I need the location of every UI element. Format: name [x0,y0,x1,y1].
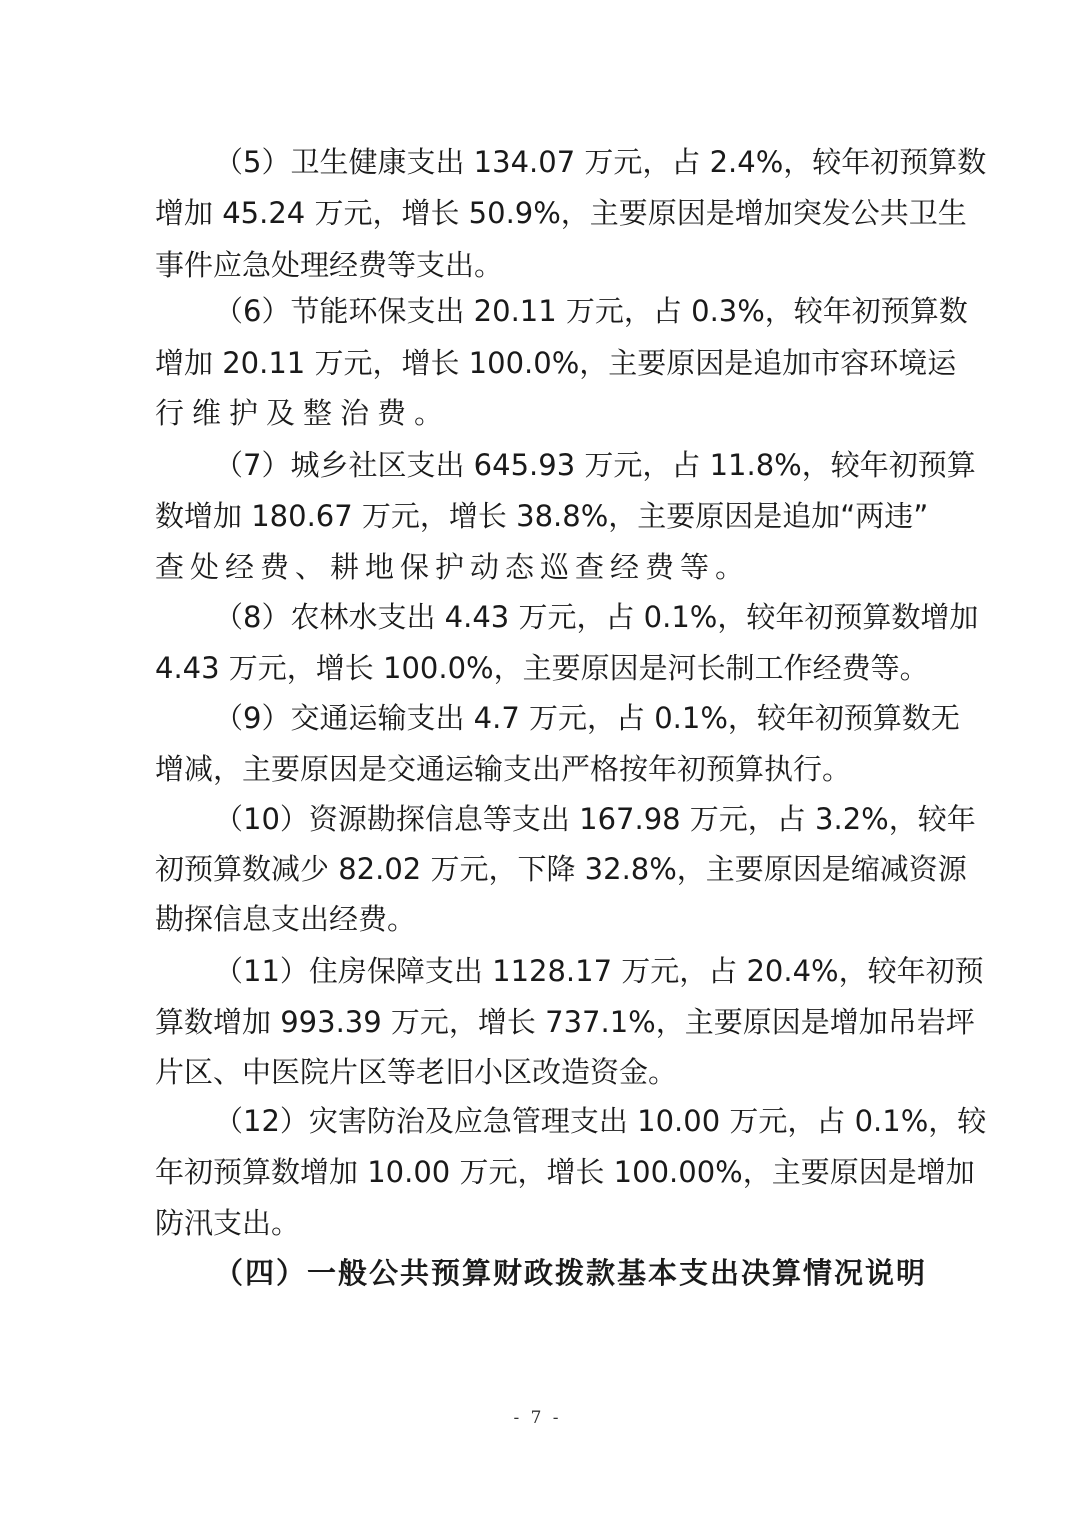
paragraph-12-line-2: 年初预算数增加 10.00 万元，增长 100.00%，主要原因是增加 [155,1155,975,1189]
paragraph-7-line-1: （7）城乡社区支出 645.93 万元，占 11.8%，较年初预算 [214,448,976,482]
paragraph-7-line-2: 数增加 180.67 万元，增长 38.8%，主要原因是追加“两违” [155,499,929,533]
paragraph-12-line-1: （12）灾害防治及应急管理支出 10.00 万元，占 0.1%，较 [214,1104,987,1138]
paragraph-11-line-3: 片区、中医院片区等老旧小区改造资金。 [155,1055,678,1089]
paragraph-11-line-2: 算数增加 993.39 万元，增长 737.1%，主要原因是增加吊岩坪 [155,1005,975,1039]
paragraph-7-line-3: 查处经费、耕地保护动态巡查经费等。 [155,550,751,584]
paragraph-5-line-1: （5）卫生健康支出 134.07 万元，占 2.4%，较年初预算数 [214,145,987,179]
paragraph-10-line-3: 勘探信息支出经费。 [155,902,417,936]
paragraph-12-line-3: 防汛支出。 [155,1206,301,1240]
paragraph-6-line-2: 增加 20.11 万元，增长 100.0%，主要原因是追加市容环境运 [155,346,957,380]
paragraph-5-line-2: 增加 45.24 万元，增长 50.9%，主要原因是增加突发公共卫生 [155,196,967,230]
paragraph-8-line-2: 4.43 万元，增长 100.0%，主要原因是河长制工作经费等。 [155,651,929,685]
page-number: - 7 - [513,1408,562,1428]
paragraph-6-line-3: 行维护及整治费。 [155,396,452,430]
section-heading: （四）一般公共预算财政拨款基本支出决算情况说明 [214,1256,928,1290]
paragraph-6-line-1: （6）节能环保支出 20.11 万元，占 0.3%，较年初预算数 [214,294,968,328]
paragraph-9-line-2: 增减，主要原因是交通运输支出严格按年初预算执行。 [155,752,852,786]
paragraph-11-line-1: （11）住房保障支出 1128.17 万元，占 20.4%，较年初预 [214,954,984,988]
paragraph-5-line-3: 事件应急处理经费等支出。 [155,248,504,282]
paragraph-10-line-2: 初预算数减少 82.02 万元，下降 32.8%，主要原因是缩减资源 [155,852,967,886]
paragraph-8-line-1: （8）农林水支出 4.43 万元，占 0.1%，较年初预算数增加 [214,600,979,634]
paragraph-10-line-1: （10）资源勘探信息等支出 167.98 万元，占 3.2%，较年 [214,802,976,836]
paragraph-9-line-1: （9）交通运输支出 4.7 万元，占 0.1%，较年初预算数无 [214,701,960,735]
